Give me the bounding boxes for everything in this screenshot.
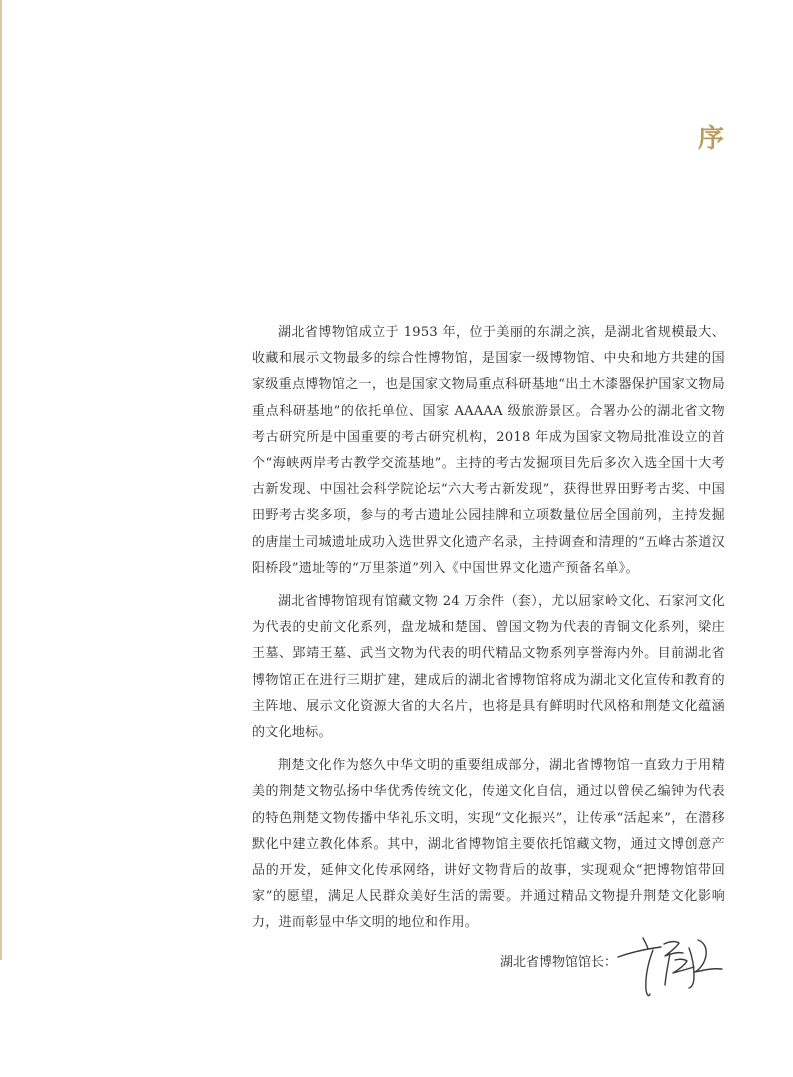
handwritten-signature-icon xyxy=(612,930,730,1002)
page-title: 序 xyxy=(697,124,724,154)
body-text xyxy=(252,320,725,944)
paragraph-3: 荆楚文化作为悠久中华文明的重要组成部分，湖北省博物馆一直致力于用精美的荆楚文物弘扬中华优秀传统文化，传递文化自信，通过以曾侯乙编钟为代表的特色荆楚文物传播中华礼乐文明，实现“文化振兴”，让传承“活起来”，在潜移默化中建立教化体系。其中，湖北省博物馆主要依托馆藏文物，通过文博创意产品的开发，延伸文化传承网络，讲好文物背后的故事，实现观众“把博物馆带回家”的愿望，满足人民群众美好生活的需要。并通过精品文物提升荆楚文化影响力，进而彰显中华文明的地位和作用。 xyxy=(252,758,725,931)
paragraph-1: 湖北省博物馆成立于 1953 年，位于美丽的东湖之滨，是湖北省规模最大、收藏和展示文物最多的综合性博物馆，是国家一级博物馆、中央和地方共建的国家级重点博物馆之一，也是国家文物局重点科研基地“出土木漆器保护国家文物局重点科研基地”的依托单位、国家 AAAAA 级旅游景区。合署办公的湖北省文物考古研究所是中国重要的考古研究机构，2018 年成为国家文物局批准设立的首个“海峡两岸考古教学交流基地”。主持的考古发掘项目先后多次入选全国十大考古新发现、中国社会科学院论坛“六大考古新发现”，获得世界田野考古奖、中国田野考古奖多项，参与的考古遗址公园挂牌和立项数量位居全国前列，主持发掘的唐崖土司城遗址成功入选世界文化遗产名录，主持调查和清理的“五峰古茶道汉阳桥段”遗址等的“万里茶道”列入《中国世界文化遗产预备名单》。 xyxy=(252,325,725,576)
signature-label: 湖北省博物馆馆长： xyxy=(500,955,618,970)
signature-block xyxy=(500,930,740,1010)
paragraph-2: 湖北省博物馆现有馆藏文物 24 万余件（套），尤以屈家岭文化、石家河文化为代表的史前文化系列，盘龙城和楚国、曾国文物为代表的青铜文化系列，梁庄王墓、郢靖王墓、武当文物为代表的明代精品文物系列享誉海内外。目前湖北省博物馆正在进行三期扩建，建成后的湖北省博物馆将成为湖北文化宣传和教育的主阵地、展示文化资源大省的大名片，也将是具有鲜明时代风格和荆楚文化蕴涵的文化地标。 xyxy=(252,594,725,741)
left-edge-rule xyxy=(0,0,2,960)
